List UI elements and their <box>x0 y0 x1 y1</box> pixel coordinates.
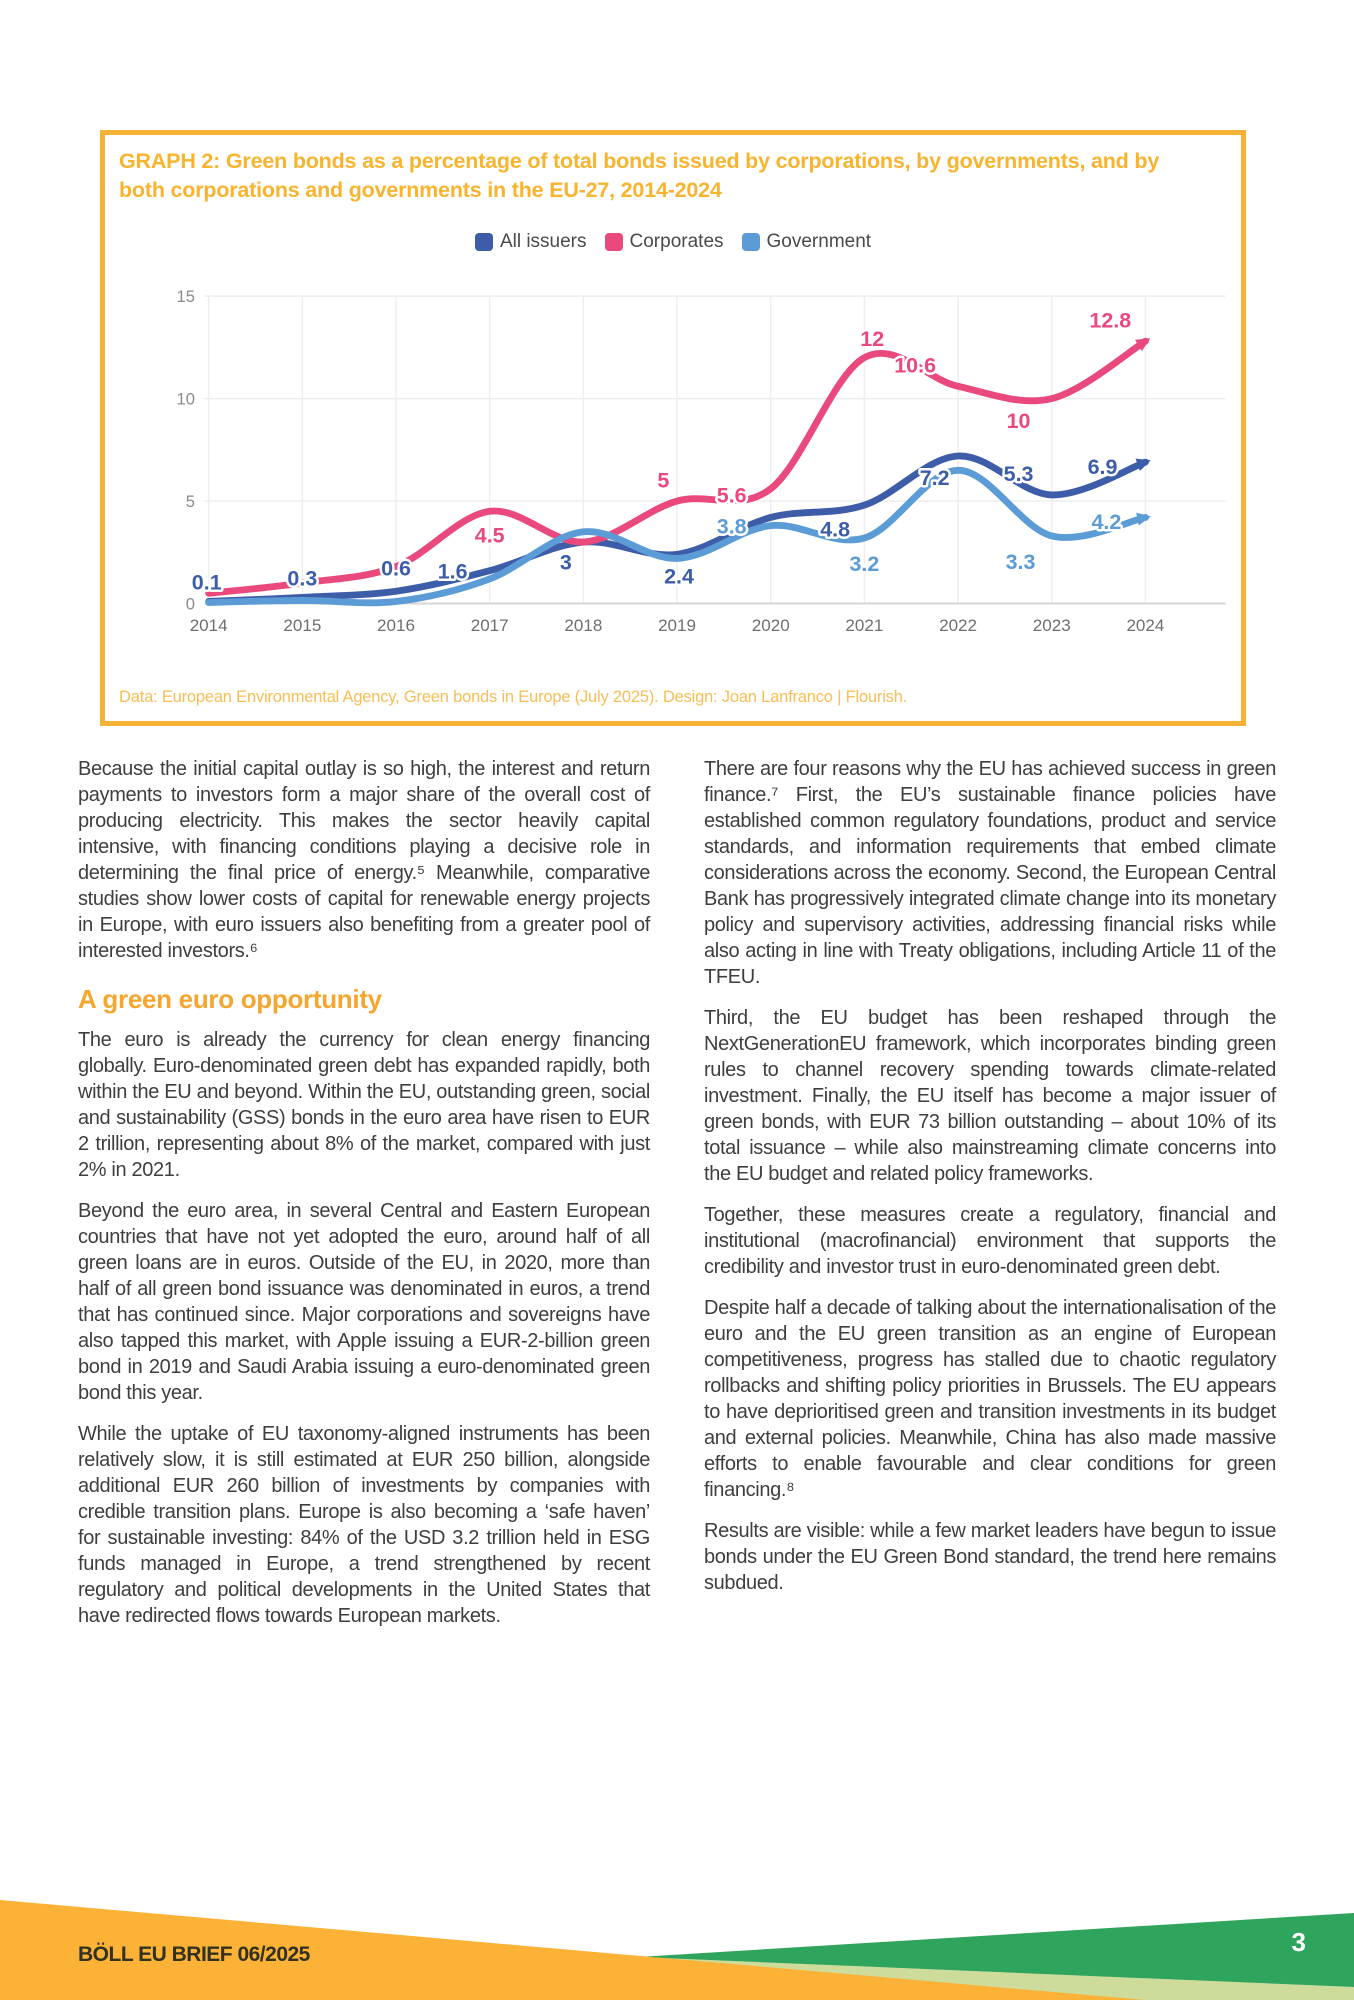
svg-text:2.4: 2.4 <box>664 564 694 589</box>
svg-text:0.3: 0.3 <box>287 566 318 591</box>
svg-text:12.8: 12.8 <box>1089 308 1132 333</box>
footer-brief-label: BÖLL EU BRIEF 06/2025 <box>78 1943 310 1966</box>
left-column <box>78 756 650 1644</box>
svg-text:4.5: 4.5 <box>474 523 505 548</box>
svg-text:2014: 2014 <box>189 615 228 635</box>
svg-text:1.6: 1.6 <box>437 559 468 584</box>
svg-text:3: 3 <box>559 550 572 575</box>
line-chart <box>113 263 1241 668</box>
paragraph: Beyond the euro area, in several Central and Eastern European countries that have not yet adopted the euro, around half of all green loans are in euros. Outside of the EU, in 2020, more than half of all green bond issuance was denominated in euros, a trend that has continued since. Major corporations and sovereigns have also tapped this market, with Apple issuing a EUR-2-billion green bond in 2019 and Saudi Arabia issuing a euro-denominated green bond this year. <box>78 1200 650 1404</box>
svg-text:10: 10 <box>1006 408 1031 433</box>
svg-text:2020: 2020 <box>751 615 790 635</box>
svg-text:6.9: 6.9 <box>1087 454 1118 479</box>
legend-item-corporates <box>605 231 724 253</box>
svg-text:2015: 2015 <box>283 615 322 635</box>
svg-text:3.2: 3.2 <box>849 552 880 577</box>
svg-text:7.2: 7.2 <box>919 466 950 491</box>
svg-text:2019: 2019 <box>658 615 697 635</box>
section-heading: A green euro opportunity <box>78 984 382 1014</box>
legend-swatch-government <box>742 233 760 251</box>
svg-text:0: 0 <box>185 594 196 614</box>
svg-text:2017: 2017 <box>470 615 509 635</box>
chart-title: GRAPH 2: Green bonds as a percentage of total bonds issued by corporations, by governments, and by both corporations and governments in the EU-27, 2014-2024 <box>119 149 1160 203</box>
svg-text:2022: 2022 <box>939 615 978 635</box>
svg-text:4.2: 4.2 <box>1091 510 1122 535</box>
svg-text:5: 5 <box>185 491 196 511</box>
svg-text:0.1: 0.1 <box>191 570 222 595</box>
graph2-card <box>100 130 1246 726</box>
paragraph: Despite half a decade of talking about the internationalisation of the euro and the EU green transition as an engine of European competitiveness, progress has stalled due to chaotic regulatory rollbacks and shifting policy priorities in Brussels. The EU appears to have deprioritised green and transition investments in its budget and external policies. Meanwhile, China has also made massive efforts to enable favourable and clear conditions for green financing.⁸ <box>704 1297 1276 1501</box>
paragraph: While the uptake of EU taxonomy-aligned instruments has been relatively slow, it is still estimated at EUR 250 billion, alongside additional EUR 260 billion of investments by companies with credible transition plans. Europe is also becoming a ‘safe haven’ for sustainable investing: 84% of the USD 3.2 trillion held in ESG funds managed in Europe, a trend strengthened by recent regulatory and political developments in the United States that have redirected flows towards European markets. <box>78 1423 650 1627</box>
paragraph: Together, these measures create a regulatory, financial and institutional (macrofinancial) environment that supports the credibility and investor trust in euro-denominated green debt. <box>704 1204 1276 1278</box>
paragraph: Results are visible: while a few market leaders have begun to issue bonds under the EU Green Bond standard, the trend here remains subdued. <box>704 1520 1276 1594</box>
svg-text:2021: 2021 <box>845 615 884 635</box>
svg-text:3.3: 3.3 <box>1005 550 1036 575</box>
page-footer <box>0 1875 1354 2000</box>
svg-text:15: 15 <box>176 287 196 307</box>
svg-text:3.8: 3.8 <box>716 514 747 539</box>
svg-text:10: 10 <box>176 389 196 409</box>
chart-legend <box>113 231 1241 253</box>
svg-text:4.8: 4.8 <box>820 517 851 542</box>
footer-decoration <box>0 1875 1354 2000</box>
chart-svg <box>115 263 1243 663</box>
paragraph: Third, the EU budget has been reshaped through the NextGenerationEU framework, which incorporates binding green rules to channel recovery spending towards climate-related investment. Finally, the EU itself has become a major issuer of green bonds, with EUR 73 billion outstanding – about 10% of its total issuance – while also mainstreaming climate concerns into the EU budget and related policy frameworks. <box>704 1007 1276 1185</box>
legend-item-all-issuers <box>475 231 587 253</box>
right-column <box>704 756 1276 1644</box>
body-columns <box>78 756 1276 1644</box>
legend-label-all-issuers: All issuers <box>499 231 587 253</box>
svg-text:2024: 2024 <box>1126 615 1165 635</box>
svg-text:5.6: 5.6 <box>716 483 747 508</box>
paragraph: The euro is already the currency for clean energy financing globally. Euro-denominated green debt has expanded rapidly, both within the EU and beyond. Within the EU, outstanding green, social and sustainability (GSS) bonds in the euro area have risen to EUR 2 trillion, representing about 8% of the market, compared with just 2% in 2021. <box>78 1029 650 1181</box>
page-number: 3 <box>1291 1927 1306 1957</box>
svg-text:0.6: 0.6 <box>381 556 411 581</box>
svg-text:2018: 2018 <box>564 615 603 635</box>
svg-text:12: 12 <box>860 326 885 351</box>
svg-text:5.3: 5.3 <box>1003 462 1034 487</box>
svg-text:5: 5 <box>657 468 670 493</box>
legend-item-government <box>742 231 872 253</box>
paragraph: There are four reasons why the EU has achieved success in green finance.⁷ First, the EU’s sustainable finance policies have established common regulatory foundations, product and service standards, and information requirements that embed climate considerations across the economy. Second, the European Central Bank has progressively integrated climate change into its monetary policy and supervisory activities, addressing financial risks while also acting in line with Treaty obligations, including Article 11 of the TFEU. <box>704 758 1276 988</box>
svg-text:2023: 2023 <box>1032 615 1071 635</box>
svg-text:10.6: 10.6 <box>894 353 937 378</box>
legend-label-government: Government <box>766 231 872 253</box>
legend-label-corporates: Corporates <box>629 231 724 253</box>
legend-swatch-corporates <box>605 233 623 251</box>
chart-source: Data: European Environmental Agency, Green bonds in Europe (July 2025). Design: Joan Lanfranco | Flourish. <box>119 688 908 707</box>
paragraph: Because the initial capital outlay is so high, the interest and return payments to investors form a major share of the overall cost of producing electricity. This makes the sector heavily capital intensive, with financing conditions playing a decisive role in determining the final price of energy.⁵ Meanwhile, comparative studies show lower costs of capital for renewable energy projects in Europe, with euro issuers also benefiting from a greater pool of interested investors.⁶ <box>78 758 650 962</box>
legend-swatch-all-issuers <box>475 233 493 251</box>
svg-text:2016: 2016 <box>377 615 416 635</box>
